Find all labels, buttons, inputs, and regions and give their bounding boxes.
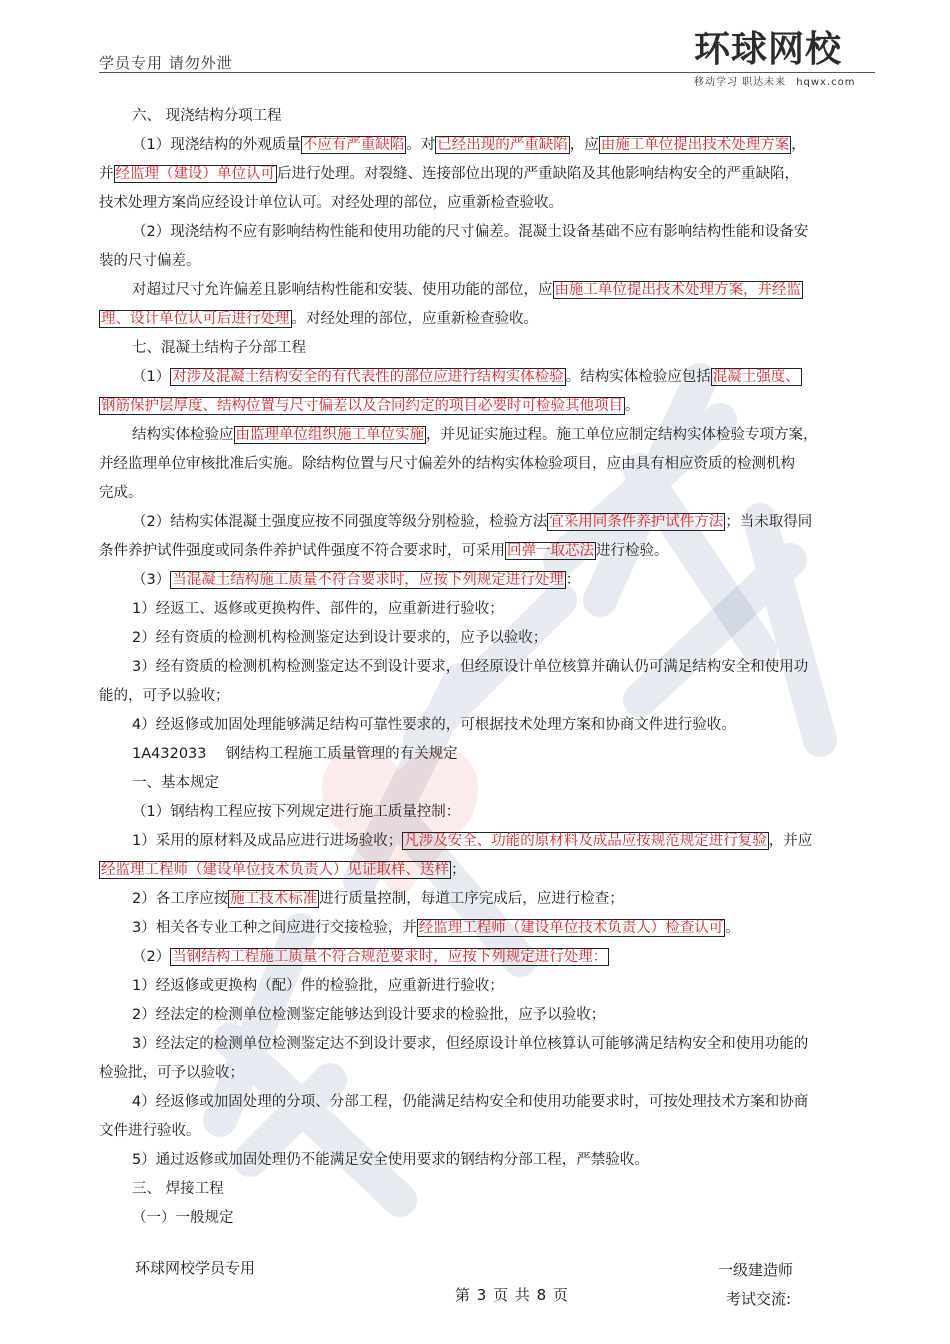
highlighted-key-point: 施工技术标准	[230, 891, 318, 907]
body-line	[99, 798, 871, 827]
body-text: （1）	[132, 369, 171, 385]
body-text: 3）相关各专业工种之间应进行交接检验，并	[132, 920, 417, 936]
footer-left-text: 环球网校学员专用	[135, 1259, 256, 1277]
body-line	[99, 421, 871, 450]
body-line	[99, 1059, 871, 1088]
logo-subtitle	[694, 73, 874, 88]
body-line	[99, 1117, 871, 1146]
body-line	[99, 276, 871, 305]
body-text: 4）经返修或加固处理能够满足结构可靠性要求的，可根据技术处理方案和协商文件进行验收。	[132, 717, 736, 733]
highlighted-key-point: 对涉及混凝土结构安全的有代表性的部位应进行结构实体检验	[172, 369, 564, 385]
body-line	[99, 1030, 871, 1059]
body-line	[99, 653, 871, 682]
body-text: 结构实体检验应	[132, 427, 234, 443]
logo-slogan: 移动学习 职达未来	[694, 77, 787, 88]
body-text: 能的，可予以验收；	[99, 688, 230, 704]
body-line	[99, 305, 871, 334]
body-line	[99, 1001, 871, 1030]
body-text: 2）经法定的检测单位检测鉴定能够达到设计要求的检验批，应予以验收；	[132, 1007, 606, 1023]
highlighted-key-point: 由施工单位提出技术处理方案	[600, 137, 790, 153]
body-line	[99, 711, 871, 740]
body-line	[99, 450, 871, 479]
body-text: ，	[791, 137, 806, 153]
body-line	[99, 943, 871, 972]
body-text: ，并见证实施过程。施工单位应制定结构实体检验专项方案，	[426, 427, 818, 443]
body-text: 一、基本规定	[132, 775, 219, 791]
body-text: 并	[99, 166, 114, 182]
body-text: （3）	[132, 572, 171, 588]
body-text: 完成。	[99, 485, 143, 501]
footer-exam-name: 一级建造师	[718, 1261, 794, 1279]
body-line	[99, 131, 871, 160]
body-line	[99, 1204, 871, 1233]
body-text: 4）经返修或加固处理的分项、分部工程，仍能满足结构安全和使用功能要求时，可按处理技术方案和协商	[132, 1094, 809, 1110]
body-line	[99, 972, 871, 1001]
body-text: 2）各工序应按	[132, 891, 229, 907]
highlighted-key-point: 凡涉及安全、功能的原材料及成品应按规范规定进行复验	[404, 833, 767, 849]
body-text: ；当未取得同	[725, 514, 813, 530]
body-text: 。对	[406, 137, 436, 153]
body-text: 1）经返修或更换构（配）件的检验批，应重新进行验收；	[132, 978, 504, 994]
body-text: 5）通过返修或加固处理仍不能满足安全使用要求的钢结构分部工程，严禁验收。	[132, 1152, 649, 1168]
body-text: （2）现浇结构不应有影响结构性能和使用功能的尺寸偏差。混凝土设备基础不应有影响结构性能和设备安	[132, 224, 809, 240]
body-line	[99, 740, 871, 769]
document-body	[99, 102, 871, 1233]
body-line	[99, 160, 871, 189]
body-line	[99, 189, 871, 218]
body-text: 。结构实体检验应包括	[565, 369, 711, 385]
brand-logo	[694, 30, 874, 88]
highlighted-key-point: 回弹一取芯法	[507, 543, 594, 559]
highlighted-key-point: 理、设计单位认可后进行处理	[101, 311, 290, 327]
body-text: 。对经处理的部位，应重新检查验收。	[291, 311, 538, 327]
page-number: 第 3 页 共 8 页	[455, 1286, 569, 1304]
body-text: 三、 焊接工程	[132, 1181, 224, 1197]
body-line	[99, 102, 871, 131]
highlighted-key-point: 当钢结构工程施工质量不符合规范要求时，应按下列规定进行处理：	[172, 949, 608, 965]
highlighted-key-point: 经监理工程师（建设单位技术负责人）检查认可	[418, 920, 724, 936]
body-line	[99, 1088, 871, 1117]
highlighted-key-point: 由监理单位组织施工单位实施	[235, 427, 424, 443]
body-text: 。	[625, 398, 640, 414]
footer-exam-exchange: 考试交流:	[726, 1290, 792, 1308]
body-line	[99, 624, 871, 653]
body-line	[99, 363, 871, 392]
body-text: 装的尺寸偏差。	[99, 253, 201, 269]
body-text: 。	[725, 920, 740, 936]
body-text: 进行检验。	[596, 543, 669, 559]
body-text: 六、 现浇结构分项工程	[132, 108, 282, 124]
logo-text: 环球网校	[694, 29, 843, 70]
body-text: （1）现浇结构的外观质量	[132, 137, 301, 153]
body-line	[99, 508, 871, 537]
header-confidential-text: 学员专用 请勿外泄	[99, 54, 233, 72]
highlighted-key-point: 已经出现的严重缺陷	[437, 137, 568, 153]
body-text: 3）经有资质的检测机构检测鉴定达不到设计要求，但经原设计单位核算并确认仍可满足结构安全和使用功	[132, 659, 809, 675]
body-text: 1A432033 钢结构工程施工质量管理的有关规定	[132, 746, 458, 762]
highlighted-key-point: 不应有严重缺陷	[302, 137, 405, 153]
body-line	[99, 537, 871, 566]
body-text: 检验批，可予以验收；	[99, 1065, 244, 1081]
highlighted-key-point: 钢筋保护层厚度、结构位置与尺寸偏差以及合同约定的项目必要时可检验其他项目	[101, 398, 623, 414]
highlighted-key-point: 经监理（建设）单位认可	[115, 166, 275, 182]
logo-url: hqwx.com	[796, 77, 856, 88]
body-line	[99, 595, 871, 624]
body-text: ，并应	[768, 833, 813, 849]
body-text: 2）经有资质的检测机构检测鉴定达到设计要求的，应予以验收；	[132, 630, 548, 646]
body-line	[99, 682, 871, 711]
body-text: ，应	[569, 137, 599, 153]
highlighted-key-point: 由施工单位提出技术处理方案，并经监	[554, 282, 801, 298]
body-text: 后进行处理。对裂缝、连接部位出现的严重缺陷及其他影响结构安全的严重缺陷，	[277, 166, 799, 182]
body-text: 并经监理单位审核批准后实施。除结构位置与尺寸偏差外的结构实体检验项目，应由具有相应资质的检测机构	[99, 456, 795, 472]
body-line	[99, 856, 871, 885]
body-line	[99, 1146, 871, 1175]
body-line	[99, 827, 871, 856]
body-text: 七、混凝土结构子分部工程	[132, 340, 306, 356]
body-line	[99, 769, 871, 798]
body-line	[99, 392, 871, 421]
body-line	[99, 885, 871, 914]
highlighted-key-point: 混凝土强度、	[712, 369, 800, 385]
body-text: （2）	[132, 949, 171, 965]
body-text: 1）采用的原材料及成品应进行进场验收；	[132, 833, 403, 849]
body-text: ：	[565, 572, 581, 588]
body-text: 对超过尺寸允许偏差且影响结构性能和安装、使用功能的部位，应	[132, 282, 553, 298]
body-text: 技术处理方案尚应经设计单位认可。对经处理的部位，应重新检查验收。	[99, 195, 563, 211]
highlighted-key-point: 经监理工程师（建设单位技术负责人）见证取样、送样	[101, 862, 449, 878]
body-text: 1）经返工、返修或更换构件、部件的，应重新进行验收；	[132, 601, 504, 617]
highlighted-key-point: 宜采用同条件养护试件方法	[549, 514, 724, 530]
body-line	[99, 914, 871, 943]
body-line	[99, 566, 871, 595]
highlighted-key-point: 当混凝土结构施工质量不符合要求时，应按下列规定进行处理	[172, 572, 564, 588]
body-text: （2）结构实体混凝土强度应按不同强度等级分别检验，检验方法	[132, 514, 548, 530]
body-text: 进行质量控制，每道工序完成后，应进行检查；	[319, 891, 624, 907]
body-text: 条件养护试件强度或同条件养护试件强度不符合要求时，可采用	[99, 543, 505, 559]
body-line	[99, 334, 871, 363]
body-text: （一）一般规定	[132, 1210, 234, 1226]
body-line	[99, 247, 871, 276]
body-text: （1）钢结构工程应按下列规定进行施工质量控制：	[132, 804, 461, 820]
body-line	[99, 218, 871, 247]
body-line	[99, 1175, 871, 1204]
body-text: 文件进行验收。	[99, 1123, 201, 1139]
body-text: ；	[451, 862, 466, 878]
body-line	[99, 479, 871, 508]
body-text: 3）经法定的检测单位检测鉴定达不到设计要求，但经原设计单位核算认可能够满足结构安全和使用功能的	[132, 1036, 809, 1052]
